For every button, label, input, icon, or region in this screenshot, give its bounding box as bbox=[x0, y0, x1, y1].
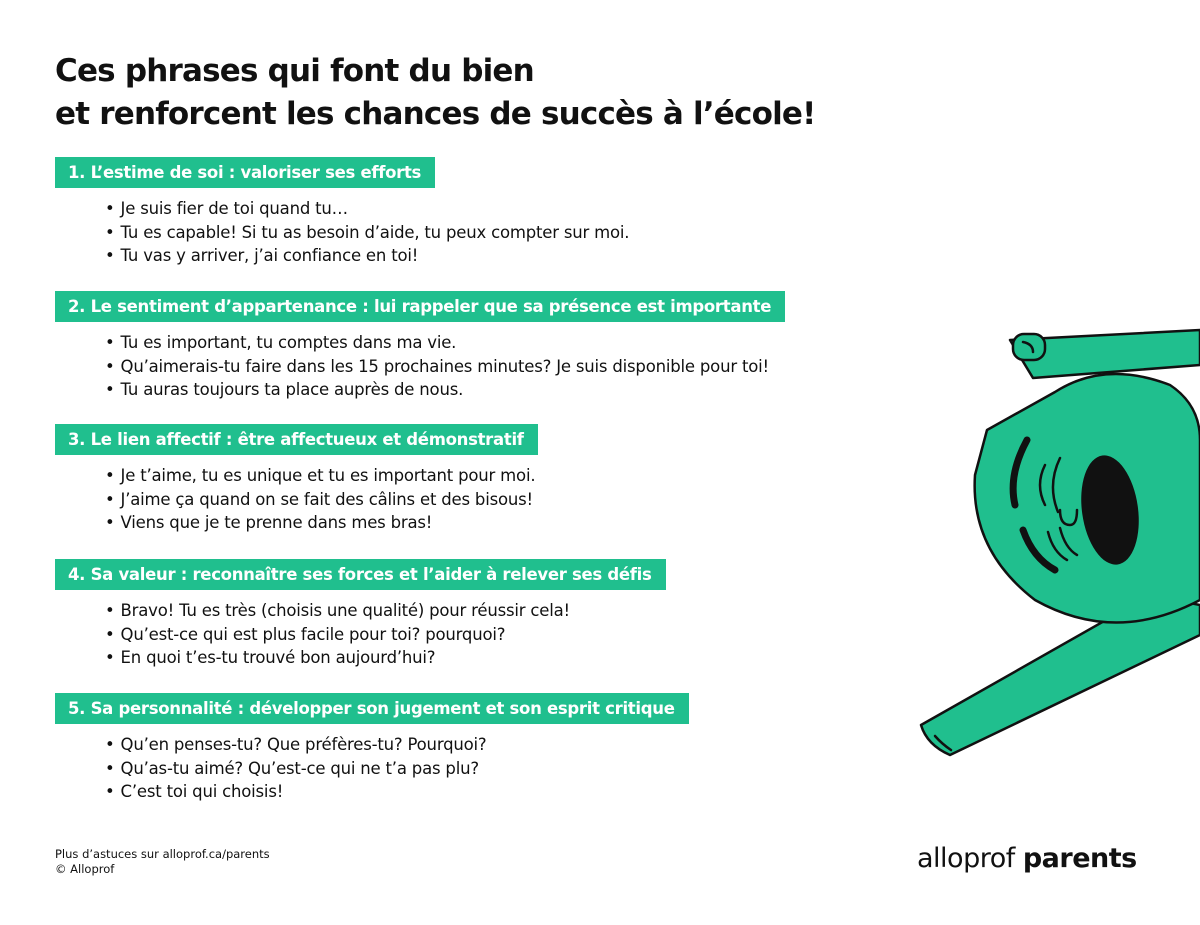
section-value bbox=[55, 559, 666, 670]
section-header: 3. Le lien affectif : être affectueux et démonstratif bbox=[55, 424, 538, 455]
phrase-list bbox=[55, 197, 629, 268]
list-item: • Tu auras toujours ta place auprès de nous. bbox=[105, 378, 785, 402]
list-item: • Viens que je te prenne dans mes bras! bbox=[105, 511, 538, 535]
phrase-list bbox=[55, 599, 666, 670]
list-item: • Qu’est-ce qui est plus facile pour toi? pourquoi? bbox=[105, 623, 666, 647]
alloprof-parents-logo bbox=[917, 843, 1137, 874]
phrase-list bbox=[55, 464, 538, 535]
section-self-esteem bbox=[55, 157, 629, 268]
section-header: 2. Le sentiment d’appartenance : lui rappeler que sa présence est importante bbox=[55, 291, 785, 322]
list-item: • Tu es important, tu comptes dans ma vie. bbox=[105, 331, 785, 355]
footer bbox=[55, 847, 270, 877]
page-title bbox=[55, 50, 816, 136]
list-item: • Je t’aime, tu es unique et tu es important pour moi. bbox=[105, 464, 538, 488]
section-header: 5. Sa personnalité : développer son jugement et son esprit critique bbox=[55, 693, 689, 724]
phrase-list bbox=[55, 733, 689, 804]
list-item: • Tu vas y arriver, j’ai confiance en toi! bbox=[105, 244, 629, 268]
footer-copyright: © Alloprof bbox=[55, 862, 115, 876]
title-line-1: Ces phrases qui font du bien bbox=[55, 53, 534, 89]
logo-parents: parents bbox=[1022, 843, 1137, 874]
title-line-2: et renforcent les chances de succès à l’école! bbox=[55, 96, 816, 132]
section-header: 1. L’estime de soi : valoriser ses efforts bbox=[55, 157, 435, 188]
list-item: • Qu’en penses-tu? Que préfères-tu? Pourquoi? bbox=[105, 733, 689, 757]
section-header: 4. Sa valeur : reconnaître ses forces et l’aider à relever ses défis bbox=[55, 559, 666, 590]
list-item: • Je suis fier de toi quand tu… bbox=[105, 197, 629, 221]
list-item: • J’aime ça quand on se fait des câlins et des bisous! bbox=[105, 488, 538, 512]
list-item: • Tu es capable! Si tu as besoin d’aide, tu peux compter sur moi. bbox=[105, 221, 629, 245]
section-affection bbox=[55, 424, 538, 535]
logo-alloprof: alloprof bbox=[917, 843, 1015, 874]
list-item: • Qu’aimerais-tu faire dans les 15 prochaines minutes? Je suis disponible pour toi! bbox=[105, 355, 785, 379]
list-item: • Qu’as-tu aimé? Qu’est-ce qui ne t’a pas plu? bbox=[105, 757, 689, 781]
list-item: • En quoi t’es-tu trouvé bon aujourd’hui? bbox=[105, 646, 666, 670]
green-character-illustration bbox=[915, 300, 1200, 770]
section-personality bbox=[55, 693, 689, 804]
footer-link-text: Plus d’astuces sur alloprof.ca/parents bbox=[55, 847, 270, 861]
list-item: • C’est toi qui choisis! bbox=[105, 780, 689, 804]
section-belonging bbox=[55, 291, 785, 402]
phrase-list bbox=[55, 331, 785, 402]
list-item: • Bravo! Tu es très (choisis une qualité) pour réussir cela! bbox=[105, 599, 666, 623]
